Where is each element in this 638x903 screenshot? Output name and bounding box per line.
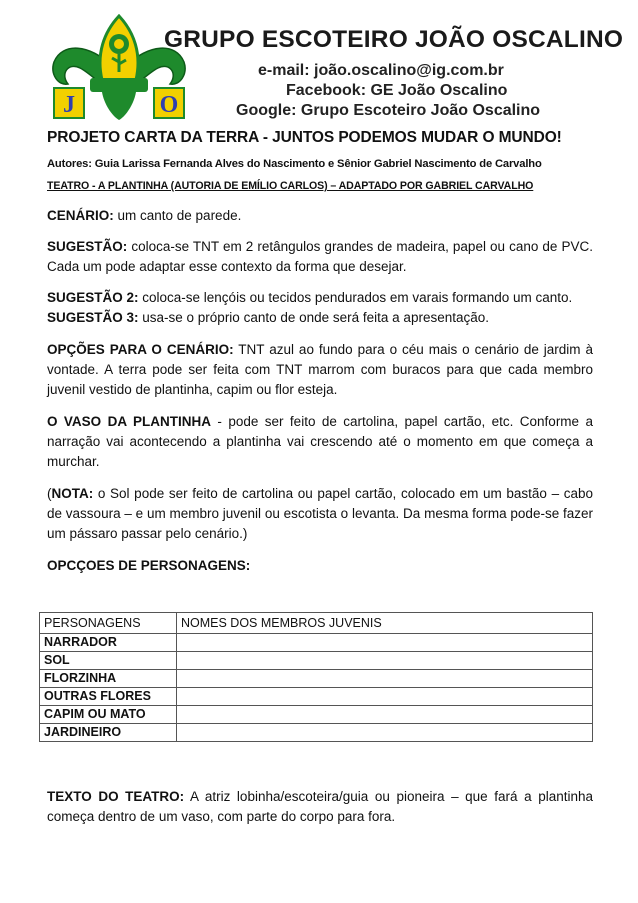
suggestion-2-paragraph xyxy=(47,288,593,308)
table-cell-member-name xyxy=(177,688,593,706)
table-row xyxy=(40,706,593,724)
table-row xyxy=(40,724,593,742)
suggestion-2-label: SUGESTÃO 2: xyxy=(47,290,139,305)
note-label: NOTA: xyxy=(51,486,94,501)
suggestion-text: coloca-se TNT em 2 retângulos grandes de madeira, papel ou cano de PVC. Cada um pode adaptar esse contexto da forma que desejar. xyxy=(47,239,593,274)
table-cell-member-name xyxy=(177,652,593,670)
document-title: PROJETO CARTA DA TERRA - JUNTOS PODEMOS MUDAR O MUNDO! xyxy=(47,129,562,146)
logo-letter-o: O xyxy=(159,92,179,118)
table-cell-member-name xyxy=(177,634,593,652)
suggestion-3-text: usa-se o próprio canto de onde será feita a apresentação. xyxy=(138,310,489,325)
scenario-paragraph xyxy=(47,206,593,226)
table-header-characters: PERSONAGENS xyxy=(40,613,177,634)
play-text-section xyxy=(47,787,593,827)
contact-google: Google: Grupo Escoteiro João Oscalino xyxy=(236,102,541,119)
plant-pot-text: - pode ser feito de cartolina, papel cartão, etc. Conforme a narração vai acontecendo a plantinha vai crescendo até o momento em que começa a murchar. xyxy=(47,414,593,469)
table-cell-character: CAPIM OU MATO xyxy=(40,706,177,724)
plant-pot-paragraph xyxy=(47,412,593,472)
document-body xyxy=(47,128,593,576)
table-header-member-names: NOMES DOS MEMBROS JUVENIS xyxy=(177,613,593,634)
table-cell-member-name xyxy=(177,706,593,724)
scenario-label: CENÁRIO: xyxy=(47,208,114,223)
suggestion-label: SUGESTÃO: xyxy=(47,239,128,254)
table-cell-character: JARDINEIRO xyxy=(40,724,177,742)
table-cell-character: SOL xyxy=(40,652,177,670)
table-cell-member-name xyxy=(177,724,593,742)
table-row xyxy=(40,652,593,670)
suggestion-3-label: SUGESTÃO 3: xyxy=(47,310,139,325)
authors-line: Autores: Guia Larissa Fernanda Alves do Nascimento e Sênior Gabriel Nascimento de Carvalho xyxy=(47,158,542,170)
table-cell-member-name xyxy=(177,670,593,688)
table-header-row xyxy=(40,613,593,634)
scenario-text: um canto de parede. xyxy=(113,208,242,223)
contact-facebook: Facebook: GE João Oscalino xyxy=(286,82,508,99)
table-row xyxy=(40,634,593,652)
logo-letter-j: J xyxy=(63,92,75,118)
table-cell-character: OUTRAS FLORES xyxy=(40,688,177,706)
table-row xyxy=(40,688,593,706)
scenario-options-text: TNT azul ao fundo para o céu mais o cenário de jardim à vontade. A terra pode ser feita com TNT marrom com buracos para que cada membro juvenil vestido de plantinha, capim ou flor esteja. xyxy=(47,342,593,397)
document-header xyxy=(0,0,638,128)
play-text-paragraph xyxy=(47,787,593,827)
note-open-paren: ( xyxy=(47,486,52,501)
suggestion-3-paragraph xyxy=(47,308,593,328)
character-options-heading: OPCÇOES DE PERSONAGENS: xyxy=(47,558,251,573)
table-cell-character: FLORZINHA xyxy=(40,670,177,688)
note-text: o Sol pode ser feito de cartolina ou papel cartão, colocado em um bastão – cabo de vassoura – e um membro juvenil ou escotista o levanta. Da mesma forma pode-se fazer um pássaro passar pelo cenário.) xyxy=(47,486,593,541)
scenario-options-paragraph xyxy=(47,340,593,400)
suggestion-2-text: coloca-se lençóis ou tecidos pendurados em varais formando um canto. xyxy=(138,290,573,305)
plant-pot-label: O VASO DA PLANTINHA xyxy=(47,414,211,429)
table-cell-character: NARRADOR xyxy=(40,634,177,652)
play-text-body: A atriz lobinha/escoteira/guia ou pioneira – que fará a plantinha começa dentro de um vaso, com parte do corpo para fora. xyxy=(47,789,593,824)
theater-line: TEATRO - A PLANTINHA (AUTORIA DE EMÍLIO CARLOS) – ADAPTADO POR GABRIEL CARVALHO xyxy=(47,180,534,192)
contact-email: e-mail: joão.oscalino@ig.com.br xyxy=(258,62,504,79)
note-paragraph xyxy=(47,484,593,544)
play-text-label: TEXTO DO TEATRO: xyxy=(47,789,185,804)
scenario-options-label: OPÇÕES PARA O CENÁRIO: xyxy=(47,342,234,357)
characters-table xyxy=(39,612,593,742)
table-row xyxy=(40,670,593,688)
suggestion-paragraph xyxy=(47,237,593,277)
organization-name: GRUPO ESCOTEIRO JOÃO OSCALINO xyxy=(164,26,624,53)
